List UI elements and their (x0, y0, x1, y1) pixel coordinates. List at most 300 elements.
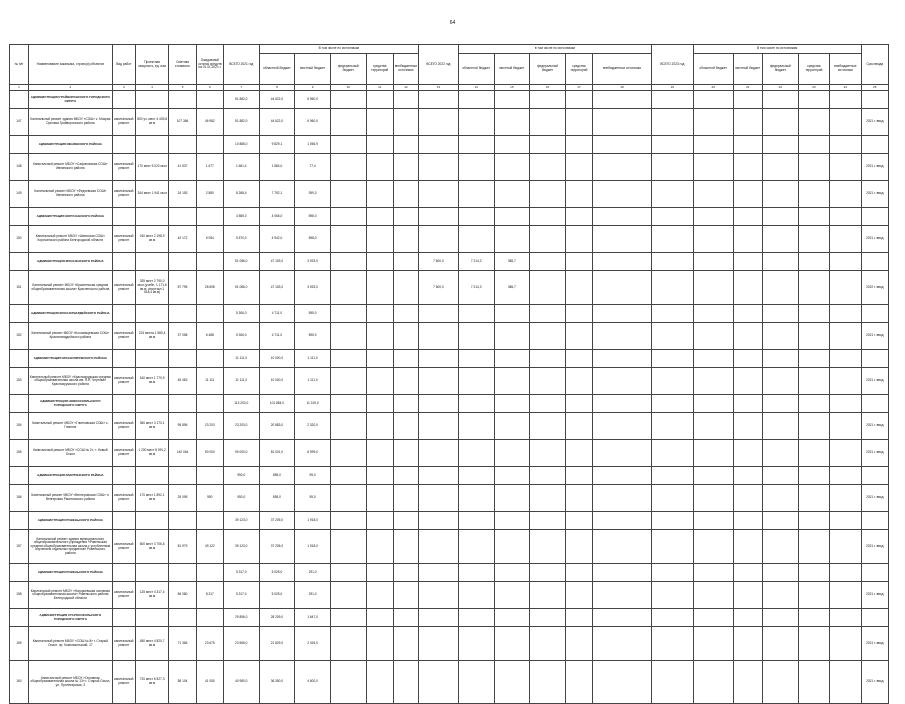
cell-type: капитальный ремонт (112, 271, 135, 305)
cell-c24 (830, 627, 861, 661)
cell-c8: 21 829,0 (259, 627, 295, 661)
cell-c13 (419, 208, 459, 226)
cell-c13 (419, 627, 459, 661)
cell-c11 (366, 661, 393, 704)
cell-c23 (798, 226, 829, 253)
cell-bal: 11 111 (196, 368, 223, 395)
column-number: 19 (651, 85, 693, 91)
cell-name: АДМИНИСТРАЦИЯ СТАРООСКОЛЬСКОГО ГОРОДСКОГО ОКРУГА (28, 609, 112, 627)
cell-cap: 1 200 мест 8 091,2 кв.м (135, 440, 169, 467)
cell-cost (169, 350, 196, 368)
cell-c14 (458, 661, 494, 704)
cell-c12 (393, 582, 418, 609)
cell-c24 (830, 512, 861, 530)
cell-cost: 71 366 (169, 627, 196, 661)
cell-c22 (763, 208, 799, 226)
cell-bal (196, 305, 223, 323)
cell-c15 (494, 609, 530, 627)
cell-term (861, 208, 888, 226)
cell-bal (196, 208, 223, 226)
admin-group-row (10, 609, 889, 627)
cell-c22 (763, 91, 799, 109)
cell-c15 (494, 109, 530, 136)
cell-c19 (651, 154, 693, 181)
cell-c7: 8 268,4 (223, 181, 259, 208)
cell-c21 (733, 440, 762, 467)
cell-c19 (651, 208, 693, 226)
cell-term (861, 350, 888, 368)
cell-c12 (393, 609, 418, 627)
cell-bal: 23 675 (196, 627, 223, 661)
cell-c8: 10 000,0 (259, 350, 295, 368)
cell-c23 (798, 181, 829, 208)
cell-c16 (530, 350, 566, 368)
cell-c16 (530, 564, 566, 582)
cell-c10 (330, 91, 366, 109)
cell-type (112, 467, 135, 485)
cell-bal: 6 488 (196, 323, 223, 350)
cell-c24 (830, 530, 861, 564)
cell-c10 (330, 253, 366, 271)
cell-c19 (651, 485, 693, 512)
cell-c8: 5 025,0 (259, 564, 295, 582)
cell-c18 (593, 226, 652, 253)
table-row (10, 109, 889, 136)
cell-c24 (830, 609, 861, 627)
cell-c17 (565, 609, 592, 627)
cell-c9: 6 960,0 (295, 109, 331, 136)
cell-name: АДМИНИСТРАЦИЯ НОВООСКОЛЬСКОГО ГОРОДСКОГО ОКРУГА (28, 395, 112, 413)
cell-no (10, 467, 29, 485)
cell-c20 (693, 609, 733, 627)
cell-c19 (651, 564, 693, 582)
column-number: 15 (494, 85, 530, 91)
cell-c10 (330, 181, 366, 208)
cell-c22 (763, 305, 799, 323)
cell-c17 (565, 350, 592, 368)
cell-term (861, 91, 888, 109)
cell-no: 149 (10, 181, 29, 208)
column-number: 10 (330, 85, 366, 91)
cell-c15 (494, 440, 530, 467)
cell-c19 (651, 323, 693, 350)
cell-c9: 1 918,0 (295, 530, 331, 564)
src2022-source-4: внебюджетные источники (593, 54, 652, 85)
cell-c17 (565, 661, 592, 704)
cell-c22 (763, 564, 799, 582)
cell-c12 (393, 136, 418, 154)
cell-c15 (494, 661, 530, 704)
admin-group-row (10, 467, 889, 485)
cell-c16 (530, 136, 566, 154)
cell-c11 (366, 181, 393, 208)
cell-c7: 23 203,0 (223, 413, 259, 440)
cell-c11 (366, 368, 393, 395)
cell-no: 157 (10, 530, 29, 564)
cell-c18 (593, 485, 652, 512)
cell-no (10, 305, 29, 323)
cell-c7: 11 111,0 (223, 350, 259, 368)
cell-c14 (458, 582, 494, 609)
cell-cost: 37 058 (169, 323, 196, 350)
cell-c19 (651, 91, 693, 109)
cell-name: Капитальный ремонт МБОУ «Коломыцевская СОШ» Красногвардейского района (28, 323, 112, 350)
cell-c10 (330, 136, 366, 154)
cell-c19 (651, 305, 693, 323)
cell-c16 (530, 323, 566, 350)
cell-type: капитальный ремонт (112, 226, 135, 253)
cell-c8: 4 711,0 (259, 323, 295, 350)
admin-group-row (10, 253, 889, 271)
src2021-source-1: местный бюджет (295, 54, 331, 85)
column-number: 7 (223, 85, 259, 91)
cell-c19 (651, 413, 693, 440)
cell-bal (196, 253, 223, 271)
column-number: 14 (458, 85, 494, 91)
group-2022-header: в том числе по источникам (458, 45, 651, 54)
cell-c14 (458, 226, 494, 253)
cell-c11 (366, 609, 393, 627)
cell-c15 (494, 485, 530, 512)
cell-c18 (593, 661, 652, 704)
cell-c10 (330, 271, 366, 305)
src2022-source-1: местный бюджет (494, 54, 530, 85)
table-row (10, 661, 889, 704)
table-row (10, 323, 889, 350)
col-term-header: Срок ввода (861, 45, 888, 85)
cell-c13 (419, 564, 459, 582)
cell-term: 2021 г. ввод (861, 530, 888, 564)
cell-name: Капитальный ремонт МБОУ «СОШ № 8» г. Старый Оскол, пр. Комсомольский, 17 (28, 627, 112, 661)
cell-c16 (530, 413, 566, 440)
cell-c10 (330, 530, 366, 564)
cell-cost: 140 064 (169, 440, 196, 467)
cell-c20 (693, 109, 733, 136)
cell-c9: 1 056,9 (295, 136, 331, 154)
cell-c15 (494, 564, 530, 582)
cell-term (861, 512, 888, 530)
column-number: 8 (259, 85, 295, 91)
cell-no (10, 253, 29, 271)
cell-c8: 37 205,0 (259, 512, 295, 530)
cell-c7: 11 111,0 (223, 368, 259, 395)
cell-c12 (393, 109, 418, 136)
cell-c18 (593, 350, 652, 368)
cell-c23 (798, 136, 829, 154)
cell-type (112, 609, 135, 627)
cell-c13 (419, 91, 459, 109)
cell-cost: 45 463 (169, 368, 196, 395)
cell-c8: 7 792,1 (259, 181, 295, 208)
col-total2021-header: ВСЕГО 2021 год (223, 45, 259, 85)
cell-c24 (830, 661, 861, 704)
cell-name: АДМИНИСТРАЦИЯ ГРАЙВОРОНСКОГО ГОРОДСКОГО ОКРУГА (28, 91, 112, 109)
cell-c18 (593, 91, 652, 109)
cell-term: 2021 г. ввод (861, 154, 888, 181)
cell-bal (196, 564, 223, 582)
cell-c8: 10 000,0 (259, 368, 295, 395)
cell-c23 (798, 485, 829, 512)
cell-c15 (494, 208, 530, 226)
cell-c11 (366, 395, 393, 413)
cell-name: Капитальный ремонт здания муниципального общеобразовательного учреждения «Ровеньская средняя общеобразовательная школа с углубленным изучением отдельных предметов» Ровеньского района (28, 530, 112, 564)
cell-c14: 7 214,3 (458, 253, 494, 271)
cell-c16 (530, 181, 566, 208)
cell-c8: 81 001,0 (259, 440, 295, 467)
cell-cost: 81 979 (169, 530, 196, 564)
cell-c20 (693, 350, 733, 368)
cell-c13: 7 600,0 (419, 271, 459, 305)
cell-c14 (458, 564, 494, 582)
cell-cost: 24 153 (169, 181, 196, 208)
cell-c8: 28 209,0 (259, 609, 295, 627)
cell-c17 (565, 582, 592, 609)
column-number: 13 (419, 85, 459, 91)
cell-c12 (393, 226, 418, 253)
cell-c10 (330, 208, 366, 226)
cell-c22 (763, 413, 799, 440)
cell-c20 (693, 323, 733, 350)
cell-c15 (494, 627, 530, 661)
cell-c20 (693, 512, 733, 530)
column-number: 23 (798, 85, 829, 91)
cell-c12 (393, 350, 418, 368)
cell-c22 (763, 323, 799, 350)
cell-cost: 58 104 (169, 661, 196, 704)
cell-c11 (366, 305, 393, 323)
cell-c17 (565, 564, 592, 582)
src2023-source-3: средства территорий (798, 54, 829, 85)
cell-c7: 51 086,0 (223, 253, 259, 271)
cell-no: 153 (10, 368, 29, 395)
cell-c11 (366, 350, 393, 368)
cell-c17 (565, 323, 592, 350)
cell-term: 2021 г. ввод (861, 181, 888, 208)
cell-c18 (593, 109, 652, 136)
cell-bal (196, 512, 223, 530)
cell-type (112, 350, 135, 368)
cell-c11 (366, 323, 393, 350)
cell-c13 (419, 530, 459, 564)
cell-cap: 160 мест 1 770,9 кв.м (135, 368, 169, 395)
cell-c18 (593, 395, 652, 413)
cell-c7: 90 000,0 (223, 440, 259, 467)
cell-c16 (530, 512, 566, 530)
table-row (10, 485, 889, 512)
cell-c7: 51 882,0 (223, 109, 259, 136)
cell-c11 (366, 91, 393, 109)
cell-c11 (366, 154, 393, 181)
cell-type (112, 512, 135, 530)
cell-c18 (593, 440, 652, 467)
cell-c14 (458, 350, 494, 368)
cell-name: Капитальный ремонт МБОУ «СОШ № 2», г. Новый Оскол (28, 440, 112, 467)
cell-c19 (651, 467, 693, 485)
cell-cost: 95 896 (169, 413, 196, 440)
cell-c24 (830, 136, 861, 154)
cell-c22 (763, 661, 799, 704)
cell-c18 (593, 582, 652, 609)
cell-c11 (366, 512, 393, 530)
table-row (10, 582, 889, 609)
cell-c13 (419, 609, 459, 627)
admin-group-row (10, 305, 889, 323)
cell-c21 (733, 368, 762, 395)
cell-term (861, 609, 888, 627)
cell-c10 (330, 582, 366, 609)
cell-c18 (593, 564, 652, 582)
src2022-source-3: средства территорий (565, 54, 592, 85)
cell-c10 (330, 627, 366, 661)
cell-bal: 1 677 (196, 154, 223, 181)
cell-c7: 5 317,0 (223, 582, 259, 609)
cell-c13 (419, 413, 459, 440)
cell-c20 (693, 582, 733, 609)
cell-c14 (458, 136, 494, 154)
cell-c11 (366, 208, 393, 226)
cell-c23 (798, 564, 829, 582)
cell-c22 (763, 530, 799, 564)
cell-c13 (419, 305, 459, 323)
col-capacity-header: Проектная мощность, ед. изм (135, 45, 169, 85)
cell-c21 (733, 350, 762, 368)
cell-c21 (733, 530, 762, 564)
cell-c19 (651, 253, 693, 271)
cell-c17 (565, 440, 592, 467)
column-number: 5 (169, 85, 196, 91)
cell-c10 (330, 512, 366, 530)
cell-c9: 2 320,0 (295, 413, 331, 440)
cell-term: 2021 г. ввод (861, 485, 888, 512)
cell-c18 (593, 305, 652, 323)
cell-term: 2021 г. ввод (861, 226, 888, 253)
cell-c12 (393, 564, 418, 582)
cell-c11 (366, 582, 393, 609)
cell-c9: 598,0 (295, 208, 331, 226)
cell-c21 (733, 109, 762, 136)
cell-cap: 264 мест 1 941 кв.м (135, 181, 169, 208)
cell-c9: 595,0 (295, 323, 331, 350)
cell-type: капитальный ремонт (112, 368, 135, 395)
cell-c12 (393, 395, 418, 413)
cell-c10 (330, 305, 366, 323)
cell-c16 (530, 91, 566, 109)
cell-c8: 44 622,0 (259, 109, 295, 136)
cell-c12 (393, 627, 418, 661)
cell-c21 (733, 271, 762, 305)
cell-cost: 25 095 (169, 485, 196, 512)
cell-type (112, 136, 135, 154)
cell-c15 (494, 395, 530, 413)
cell-c9: 3 933,0 (295, 271, 331, 305)
cell-name: АДМИНИСТРАЦИЯ РОВЕНЬСКОГО РАЙОНА (28, 512, 112, 530)
cell-c22 (763, 609, 799, 627)
cell-c15: 385,7 (494, 271, 530, 305)
cell-c23 (798, 582, 829, 609)
cell-c8: 36 350,0 (259, 661, 295, 704)
cell-name: Капитальный ремонт МБОУ «Федчевская СОШ» Ивнянского района (28, 181, 112, 208)
cell-c22 (763, 136, 799, 154)
cell-c23 (798, 323, 829, 350)
cell-cost (169, 395, 196, 413)
cell-c21 (733, 564, 762, 582)
cell-c20 (693, 136, 733, 154)
cell-c17 (565, 271, 592, 305)
col-balance-header: Ожидаемый остаток средств на 01.01.2021 г. (196, 45, 223, 85)
cell-c23 (798, 661, 829, 704)
cell-term: 2021 г. ввод (861, 323, 888, 350)
cell-c23 (798, 440, 829, 467)
cell-c14 (458, 91, 494, 109)
cell-bal (196, 350, 223, 368)
cell-c13 (419, 440, 459, 467)
cell-c13 (419, 512, 459, 530)
cell-c14 (458, 530, 494, 564)
table-body (10, 85, 889, 704)
cell-c12 (393, 181, 418, 208)
cell-c18 (593, 271, 652, 305)
cell-c20 (693, 395, 733, 413)
cell-bal: 49 122 (196, 530, 223, 564)
cell-c18 (593, 208, 652, 226)
cell-c15 (494, 154, 530, 181)
cell-c10 (330, 609, 366, 627)
cell-c14 (458, 181, 494, 208)
cell-c21 (733, 467, 762, 485)
cell-c17 (565, 512, 592, 530)
cell-c10 (330, 467, 366, 485)
cell-no (10, 208, 29, 226)
src2021-source-0: областной бюджет (259, 54, 295, 85)
cell-c13 (419, 350, 459, 368)
cell-c13 (419, 485, 459, 512)
src2023-source-2: федеральный бюджет (763, 54, 799, 85)
cell-no: 159 (10, 627, 29, 661)
page-number: 64 (449, 20, 456, 26)
cell-c11 (366, 564, 393, 582)
cell-c7: 39 123,0 (223, 512, 259, 530)
cell-no (10, 395, 29, 413)
cell-c9: 8 999,0 (295, 440, 331, 467)
cell-name: АДМИНИСТРАЦИЯ КРАСНОЯРУЖСКОГО РАЙОНА (28, 350, 112, 368)
cell-cost: 41 537 (169, 154, 196, 181)
cell-term: 2021 г. ввод (861, 368, 888, 395)
column-number: 16 (530, 85, 566, 91)
cell-no: 148 (10, 154, 29, 181)
admin-group-row (10, 350, 889, 368)
cell-c13 (419, 395, 459, 413)
cell-c24 (830, 564, 861, 582)
cell-c19 (651, 181, 693, 208)
cell-no (10, 512, 29, 530)
cell-type (112, 253, 135, 271)
admin-group-row (10, 564, 889, 582)
cell-c7: 113 203,0 (223, 395, 259, 413)
cell-c9: 1 111,0 (295, 350, 331, 368)
cell-c22 (763, 181, 799, 208)
column-number: 9 (295, 85, 331, 91)
cell-c14 (458, 305, 494, 323)
cell-type: капитальный ремонт (112, 661, 135, 704)
cell-c24 (830, 323, 861, 350)
cell-type (112, 395, 135, 413)
cell-c17 (565, 253, 592, 271)
cell-c15 (494, 91, 530, 109)
cell-c19 (651, 440, 693, 467)
column-number: 2 (28, 85, 112, 91)
cell-c21 (733, 154, 762, 181)
cell-c23 (798, 609, 829, 627)
